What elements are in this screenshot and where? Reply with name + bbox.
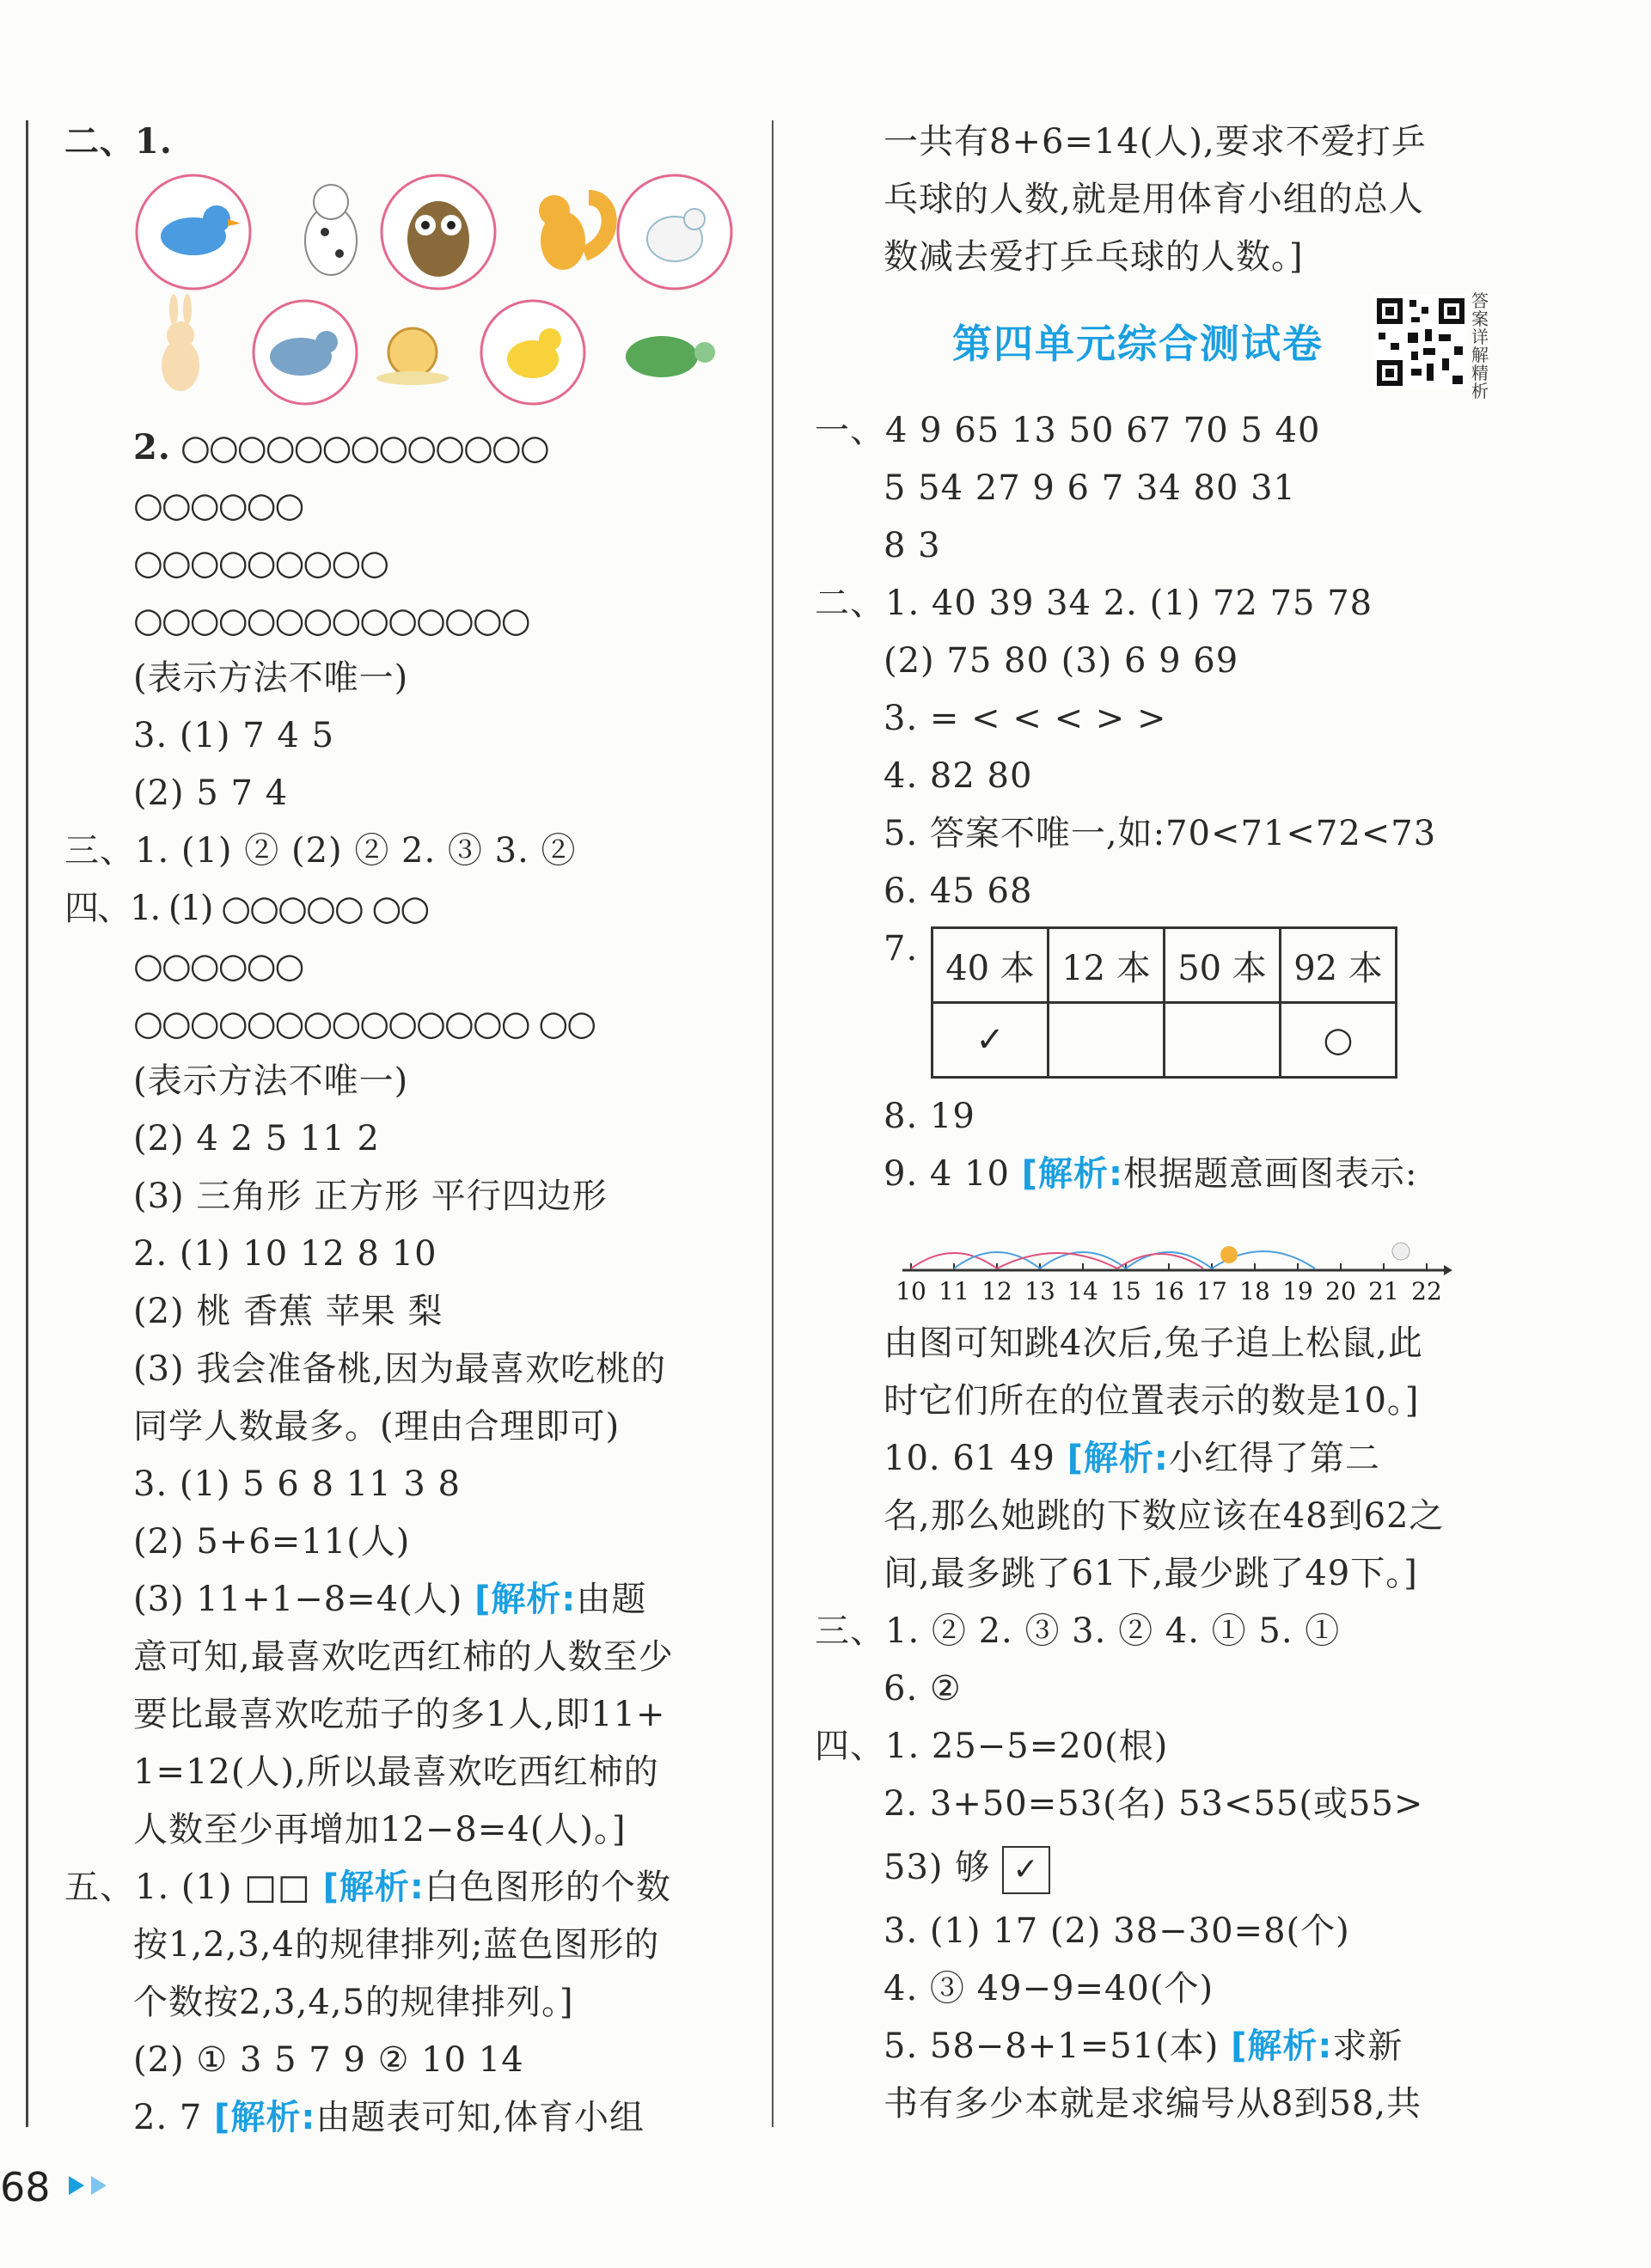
analysis-text: 白色图形的个数 — [424, 1868, 671, 1907]
table-cell — [1165, 1003, 1281, 1078]
analysis-line-5: 人数至少再增加12−8=4(人)。] — [133, 1810, 627, 1849]
right-line-1: 一共有8+6=14(人),要求不爱打乒 — [884, 122, 1427, 162]
answer-text: (3) 11+1−8=4(人) — [133, 1580, 463, 1619]
answer-text: 10. 61 49 — [884, 1439, 1055, 1478]
section-5-q1 — [64, 1859, 671, 1916]
part-4-q1: 四、1. 25−5=20(根) — [815, 1727, 1169, 1766]
section-2-q3-part2: (2) 5 7 4 — [133, 773, 289, 813]
squirrel-icon — [539, 195, 609, 270]
part-2-q9 — [884, 1146, 1417, 1202]
part-2-q7-label: 7. — [884, 929, 919, 969]
books-answer-table — [931, 926, 1397, 1079]
analysis-text: 小红得了第二 — [1168, 1439, 1380, 1478]
qr-code-icon[interactable] — [1373, 295, 1468, 389]
qr-label: 答案详解精析 — [1471, 290, 1489, 401]
snail-icon — [376, 328, 449, 385]
table-header-cell: 92 本 — [1281, 928, 1397, 1003]
table-header-cell: 40 本 — [933, 928, 1049, 1003]
circled-pigeon-icon — [254, 301, 357, 404]
circles-row-1: ○○○○○○○○○○○○○ — [180, 428, 548, 468]
section-5-q2 — [133, 2089, 645, 2146]
number-line-tick-label: 18 — [1239, 1277, 1270, 1305]
page-number: 68 — [0, 2164, 51, 2210]
analysis-line-4: 1=12(人),所以最喜欢吃西红柿的 — [133, 1752, 659, 1792]
part-2-line-2: (2) 75 80 (3) 6 9 69 — [884, 641, 1239, 681]
part-4-q5-analysis-2: 书有多少本就是求编号从8到58,共 — [884, 2084, 1422, 2124]
analysis-text: 由题表可知,体育小组 — [315, 2098, 645, 2137]
turtle-icon — [626, 336, 715, 377]
part-4-q2: 2. 3+50=53(名) 53<55(或55> — [884, 1784, 1424, 1824]
section-4-q2-part1: 2. (1) 10 12 8 10 — [133, 1234, 437, 1274]
answer-text: 五、1. (1) □□ — [64, 1868, 311, 1907]
part-2-q10-analysis-3: 间,最多跳了61下,最少跳了49下。] — [884, 1554, 1418, 1593]
part-1-line-2: 5 54 27 9 6 7 34 80 31 — [884, 468, 1297, 508]
part-2-q9-analysis-3: 时它们所在的位置表示的数是10。] — [884, 1381, 1420, 1421]
section-4-q3-part2: (2) 5+6=11(人) — [133, 1522, 411, 1562]
section-4-q2-part3: (3) 我会准备桃,因为最喜欢吃桃的 — [133, 1349, 667, 1389]
number-line-tick-label: 12 — [981, 1277, 1012, 1305]
number-line-tick-label: 21 — [1368, 1277, 1399, 1305]
section-5-analysis-2: 按1,2,3,4的规律排列;蓝色图形的 — [133, 1925, 660, 1965]
rabbit-icon — [162, 294, 199, 391]
note-method-not-unique: (表示方法不唯一) — [133, 658, 409, 698]
section-4-q3-part1: 3. (1) 5 6 8 11 3 8 — [133, 1464, 461, 1504]
note-method-not-unique-2: (表示方法不唯一) — [133, 1061, 409, 1101]
section-2-q3: 3. (1) 7 4 5 — [133, 716, 335, 755]
table-header-cell: 12 本 — [1049, 928, 1165, 1003]
answer-text: 5. 58−8+1=51(本) — [884, 2027, 1220, 2066]
part-2-q9-analysis-2: 由图可知跳4次后,兔子追上松鼠,此 — [884, 1324, 1423, 1363]
table-header-cell: 50 本 — [1165, 928, 1281, 1003]
answer-text: 2. 7 — [133, 2098, 203, 2137]
analysis-label: [解析: — [1231, 2027, 1333, 2066]
check-box-icon: ✓ — [1002, 1846, 1050, 1894]
part-2-line-1: 二、1. 40 39 34 2. (1) 72 75 78 — [815, 584, 1373, 623]
analysis-label: [解析: — [322, 1868, 425, 1907]
right-line-3: 数减去爱打乒乓球的人数。] — [884, 237, 1304, 277]
section-4-q1-part3: (3) 三角形 正方形 平行四边形 — [133, 1177, 608, 1216]
part-4-q5 — [884, 2018, 1403, 2075]
part-4-q4: 4. ③ 49−9=40(个) — [884, 1969, 1214, 2008]
part-2-q8: 8. 19 — [884, 1097, 975, 1136]
check-mark-icon: ✓ — [933, 1003, 1049, 1078]
rabbit-icon — [1392, 1243, 1409, 1260]
section-4-q1: 四、1. (1) ○○○○○ ○○ — [64, 889, 429, 928]
analysis-line-2: 意可知,最喜欢吃西红柿的人数至少 — [133, 1637, 674, 1677]
section-4-circles-row-2: ○○○○○○ — [133, 946, 303, 986]
number-line-tick-label: 16 — [1153, 1277, 1184, 1305]
analysis-text: 求新 — [1332, 2027, 1403, 2066]
section-4-circles-row-3: ○○○○○○○○○○○○○○ ○○ — [133, 1004, 596, 1043]
part-2-q3: 3. = < < < > > — [884, 699, 1167, 738]
analysis-label: [解析: — [1021, 1154, 1123, 1194]
number-line-arrow — [1444, 1265, 1452, 1275]
analysis-label: [解析: — [214, 2098, 316, 2137]
section-2-q2-label: 2. — [133, 427, 171, 468]
answer-text: 9. 4 10 — [884, 1154, 1010, 1194]
forward-arrows-icon — [69, 2173, 120, 2198]
number-line-tick-label: 17 — [1196, 1277, 1227, 1305]
number-line-tick-label: 19 — [1282, 1277, 1313, 1305]
part-2-q10 — [884, 1430, 1380, 1487]
part-1-line-3: 8 3 — [884, 526, 941, 565]
circles-row-2: ○○○○○○ — [133, 486, 303, 525]
squirrel-icon — [1220, 1246, 1238, 1263]
circled-bird-icon — [137, 175, 250, 289]
circle-mark-icon: ○ — [1281, 1003, 1397, 1078]
analysis-text: 由题 — [576, 1580, 647, 1619]
answer-text: 53) 够 — [884, 1848, 991, 1887]
circled-white-bird-icon — [618, 175, 731, 289]
number-line-tick-label: 20 — [1325, 1277, 1356, 1305]
section-5-q1-part2: (2) ① 3 5 7 9 ② 10 14 — [133, 2040, 524, 2080]
part-2-q5: 5. 答案不唯一,如:70<71<72<73 — [884, 814, 1437, 853]
number-line-diagram — [896, 1220, 1452, 1315]
number-line-tick-label: 14 — [1067, 1277, 1098, 1305]
number-line-tick-label: 11 — [939, 1277, 969, 1305]
section-4-q1-part2: (2) 4 2 5 11 2 — [133, 1119, 380, 1158]
part-3-line-1: 三、1. ② 2. ③ 3. ② 4. ① 5. ① — [815, 1611, 1341, 1651]
number-line-tick-label: 22 — [1411, 1277, 1442, 1305]
part-2-q4: 4. 82 80 — [884, 756, 1033, 796]
number-line-tick-label: 10 — [896, 1277, 926, 1305]
number-line-tick-label: 13 — [1024, 1277, 1055, 1305]
part-2-q10-analysis-2: 名,那么她跳的下数应该在48到62之 — [884, 1496, 1445, 1536]
circled-chick-icon — [481, 301, 584, 404]
circled-owl-icon — [382, 175, 495, 289]
section-5-analysis-3: 个数按2,3,4,5的规律排列。] — [133, 1983, 574, 2022]
analysis-label: [解析: — [474, 1580, 577, 1619]
analysis-text: 根据题意画图表示: — [1122, 1154, 1418, 1194]
part-2-q6: 6. 45 68 — [884, 871, 1033, 911]
part-4-q3: 3. (1) 17 (2) 38−30=8(个) — [884, 1911, 1350, 1951]
circles-row-4: ○○○○○○○○○○○○○○ — [133, 601, 529, 640]
table-cell — [1049, 1003, 1165, 1078]
circles-row-3: ○○○○○○○○○ — [133, 543, 388, 583]
column-divider — [772, 120, 774, 2127]
section-4-q2-part2: (2) 桃 香蕉 苹果 梨 — [133, 1292, 443, 1331]
animal-illustrations — [120, 172, 739, 413]
number-line-tick-label: 15 — [1110, 1277, 1141, 1305]
part-1-line-1: 一、4 9 65 13 50 67 70 5 40 — [815, 411, 1321, 450]
section-4-q2-part3-cont: 同学人数最多。(理由合理即可) — [133, 1407, 621, 1446]
section-4-q3-part3 — [133, 1571, 646, 1628]
analysis-line-3: 要比最喜欢吃茄子的多1人,即11+ — [133, 1695, 666, 1734]
section-2-q1: 二、1. — [64, 121, 173, 162]
part-3-line-2: 6. ② — [884, 1669, 962, 1709]
part-4-q2-cont — [884, 1839, 1050, 1896]
right-line-2: 乓球的人数,就是用体育小组的总人 — [884, 180, 1424, 219]
dog-icon — [305, 185, 357, 275]
unit-test-title: 第四单元综合测试卷 — [952, 321, 1324, 367]
analysis-label: [解析: — [1067, 1439, 1169, 1478]
section-3: 三、1. (1) ② (2) ② 2. ③ 3. ② — [64, 831, 577, 871]
left-margin-line — [26, 120, 28, 2127]
